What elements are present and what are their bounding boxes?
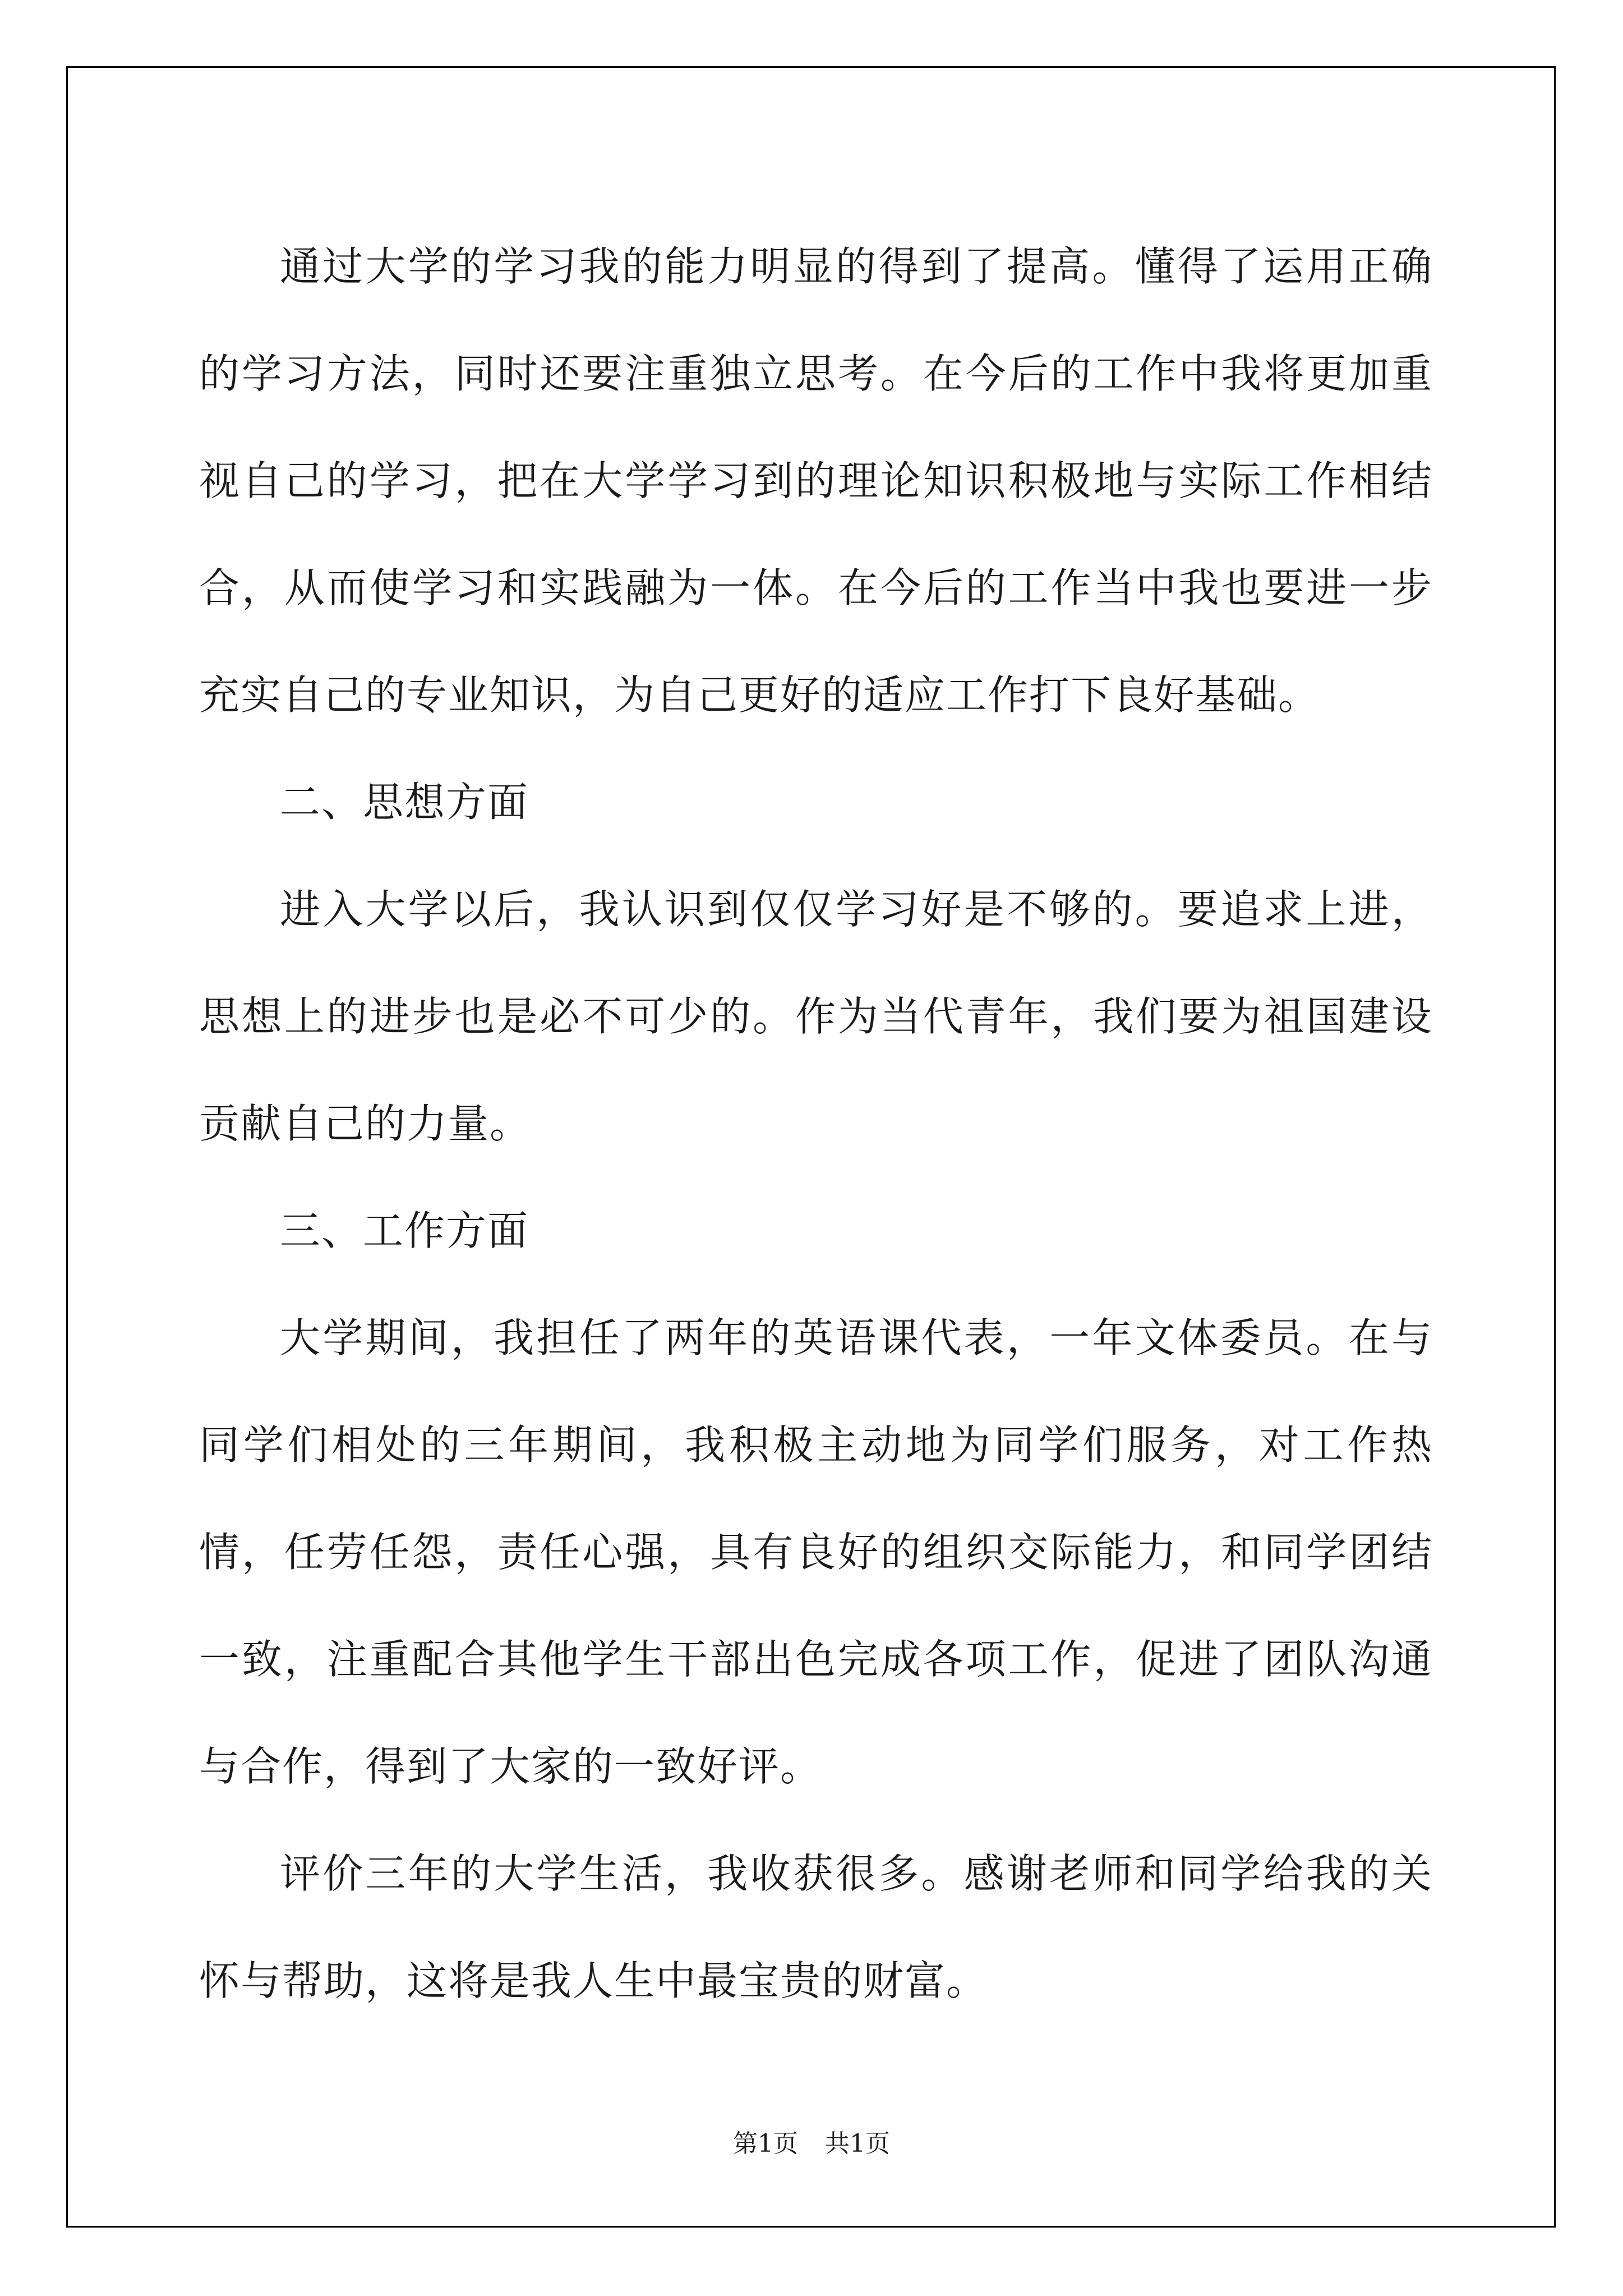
paragraph-study: 通过大学的学习我的能力明显的得到了提高。懂得了运用正确的学习方法，同时还要注重独立思考。在今后的工作中我将更加重视自己的学习，把在大学学习到的理论知识积极地与实际工作相结合，从而使学习和实践融为一体。在今后的工作当中我也要进一步充实自己的专业知识，为自己更好的适应工作打下良好基础。: [199, 243, 1433, 719]
page-number: 第1页: [733, 2129, 798, 2158]
paragraph-work: 大学期间，我担任了两年的英语课代表，一年文体委员。在与同学们相处的三年期间，我积极主动地为同学们服务，对工作热情，任劳任怨，责任心强，具有良好的组织交际能力，和同学团结一致，注重配合其他学生干部出色完成各项工作，促进了团队沟通与合作，得到了大家的一致好评。: [199, 1314, 1433, 1790]
document-body: [199, 213, 1433, 2035]
paragraph-evaluation: 评价三年的大学生活，我收获很多。感谢老师和同学给我的关怀与帮助，这将是我人生中最宝贵的财富。: [199, 1850, 1433, 2004]
paragraph-thought: 进入大学以后，我认识到仅仅学习好是不够的。要追求上进，思想上的进步也是必不可少的。作为当代青年，我们要为祖国建设贡献自己的力量。: [199, 886, 1433, 1147]
heading-work: 三、工作方面: [280, 1207, 529, 1254]
heading-thought: 二、思想方面: [280, 779, 529, 826]
page-footer: [0, 2123, 1623, 2159]
page-total: 共1页: [825, 2129, 890, 2158]
